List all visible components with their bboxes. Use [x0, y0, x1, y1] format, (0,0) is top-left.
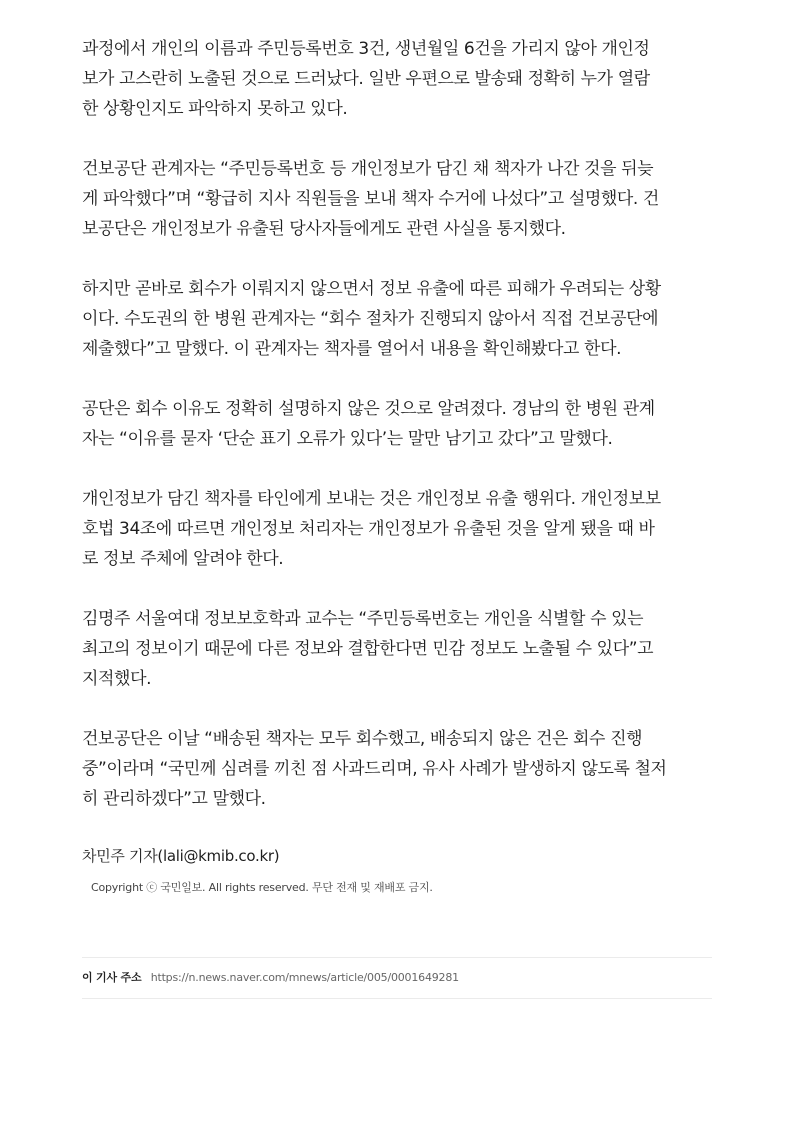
paragraph-line: 보가 고스란히 노출된 것으로 드러났다. 일반 우편으로 발송돼 정확히 누가 열람: [82, 69, 650, 89]
paragraph-line: 중”이라며 “국민께 심려를 끼친 점 사과드리며, 유사 사례가 발생하지 않도록 철저: [82, 759, 667, 779]
paragraph-line: 이다. 수도권의 한 병원 관계자는 “회수 절차가 진행되지 않아서 직접 건보공단에: [82, 309, 659, 329]
paragraph-line: 개인정보가 담긴 책자를 타인에게 보내는 것은 개인정보 유출 행위다. 개인정보보: [82, 489, 661, 509]
paragraph-line: 공단은 회수 이유도 정확히 설명하지 않은 것으로 알려졌다. 경남의 한 병원 관계: [82, 399, 655, 419]
copyright-notice: Copyright ⓒ 국민일보. All rights reserved. 무단 전재 및 재배포 금지.: [91, 881, 433, 894]
paragraph-line: 한 상황인지도 파악하지 못하고 있다.: [82, 99, 348, 119]
article-address-label: 이 기사 주소: [82, 971, 142, 984]
paragraph-line: 히 관리하겠다”고 말했다.: [82, 789, 266, 809]
paragraph-line: 호법 34조에 따르면 개인정보 처리자는 개인정보가 유출된 것을 알게 됐을 때 바: [82, 519, 655, 539]
article-paragraph: [82, 34, 714, 124]
article-paragraph: [82, 394, 714, 454]
paragraph-line: 제출했다”고 말했다. 이 관계자는 책자를 열어서 내용을 확인해봤다고 한다.: [82, 339, 622, 359]
footer-divider: [82, 998, 712, 999]
article-paragraph: [82, 154, 714, 244]
paragraph-line: 김명주 서울여대 정보보호학과 교수는 “주민등록번호는 개인을 식별할 수 있는: [82, 609, 644, 629]
paragraph-line: 과정에서 개인의 이름과 주민등록번호 3건, 생년월일 6건을 가리지 않아 개인정: [82, 39, 650, 59]
paragraph-line: 최고의 정보이기 때문에 다른 정보와 결합한다면 민감 정보도 노출될 수 있다”고: [82, 639, 654, 659]
paragraph-line: 하지만 곧바로 회수가 이뤄지지 않으면서 정보 유출에 따른 피해가 우려되는 상황: [82, 279, 661, 299]
paragraph-line: 보공단은 개인정보가 유출된 당사자들에게도 관련 사실을 통지했다.: [82, 219, 566, 239]
reporter-byline: 차민주 기자(lali@kmib.co.kr): [82, 847, 280, 865]
paragraph-line: 건보공단 관계자는 “주민등록번호 등 개인정보가 담긴 채 책자가 나간 것을 뒤늦: [82, 159, 654, 179]
footer-divider: [82, 957, 712, 958]
article-paragraph: [82, 484, 714, 574]
article-paragraph: [82, 274, 714, 364]
paragraph-line: 로 정보 주체에 알려야 한다.: [82, 549, 284, 569]
paragraph-line: 지적했다.: [82, 669, 152, 689]
article-url-link[interactable]: https://n.news.naver.com/mnews/article/005/0001649281: [150, 971, 459, 984]
article-paragraph: [82, 724, 714, 814]
article-body: [82, 34, 714, 868]
paragraph-line: 게 파악했다”며 “황급히 지사 직원들을 보내 책자 수거에 나섰다”고 설명했다. 건: [82, 189, 659, 209]
article-address: [82, 970, 459, 986]
article-paragraph: [82, 604, 714, 694]
paragraph-line: 자는 “이유를 묻자 ‘단순 표기 오류가 있다’는 말만 남기고 갔다”고 말했다.: [82, 429, 613, 449]
paragraph-line: 건보공단은 이날 “배송된 책자는 모두 회수했고, 배송되지 않은 건은 회수 진행: [82, 729, 643, 749]
